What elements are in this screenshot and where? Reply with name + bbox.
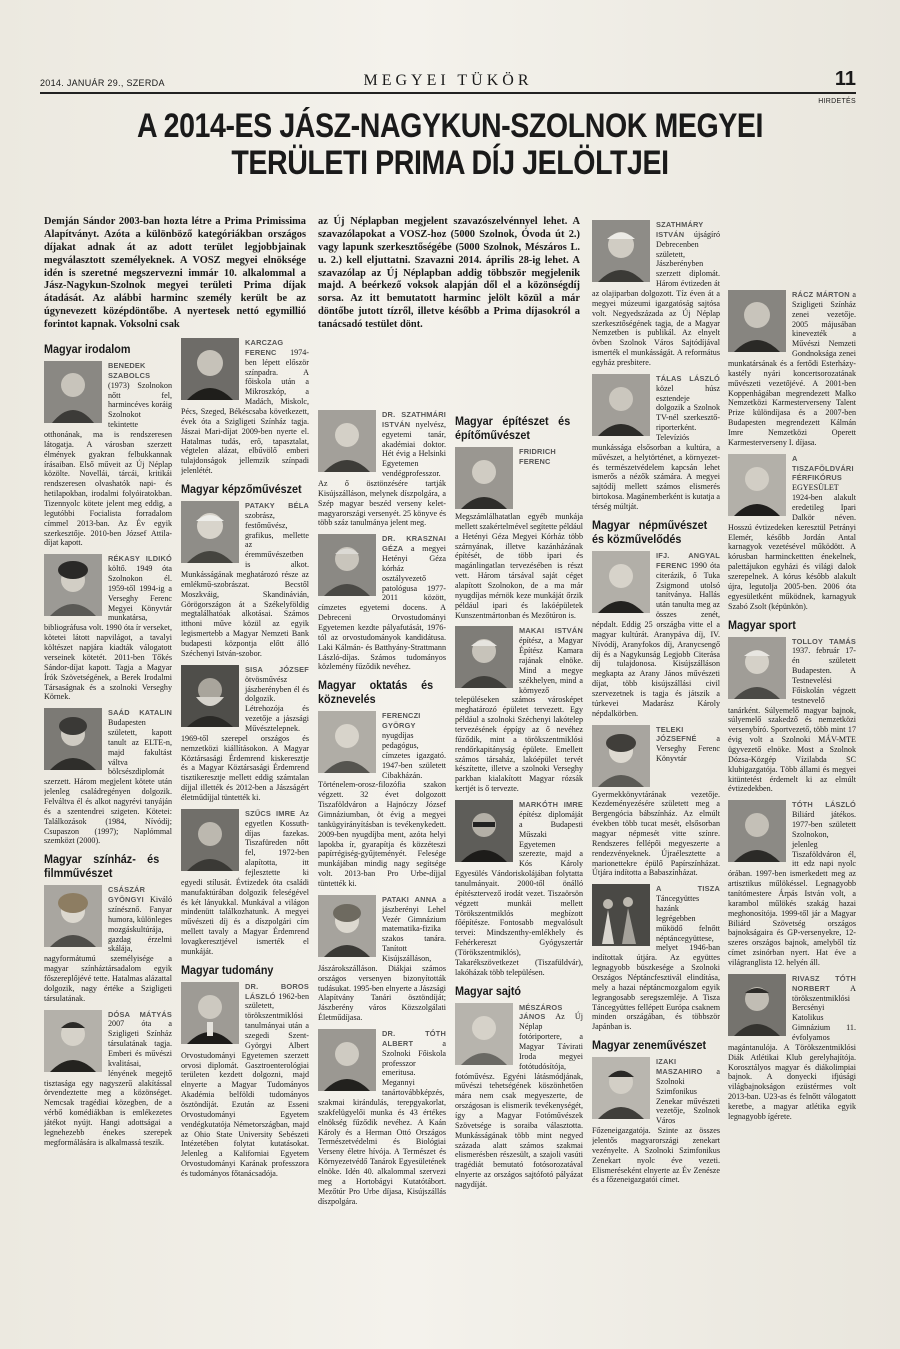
entry-text: nyelvész, egyetemi tanár, akadémiai doktor. Hét évig a Helsinki Egyetemen vendégprofesszor. Az ő ösztönzésére tartják Kisújszálláson, melynek díszpolgára, a Szép magyar beszéd verseny kelet-magyarországi versenyét. 25 könyve és több száz tanulmánya jelent meg. [318, 419, 446, 528]
portrait-photo [728, 290, 786, 352]
entry-szathmary [592, 220, 720, 368]
portrait-photo [318, 410, 376, 472]
entry-name: DR. TÓTH ALBERT [382, 1028, 446, 1048]
column-4 [455, 410, 583, 1293]
portrait-photo [455, 626, 513, 688]
portrait-photo [44, 885, 102, 947]
entry-toth-albert [318, 1029, 446, 1206]
entry-saad [44, 708, 172, 846]
column-2 [181, 338, 309, 1293]
entry-text: 2007 óta a Szigligeti Színház társulatának tagja. Emberi és művészi kvalitásai, lényének megejtő tisztasága egy nagyszerű alakítással örvendeztette meg a közönséget. Nemcsak tragédiai közegben, de a vérbő komédiákban is emlékezetes játékot nyújt. Hangi adottságai a legnehezebb énekes szerepek megformálására is alkalmassá teszik. [44, 1019, 172, 1147]
entry-text: a Verseghy Ferenc Könyvtár Gyermekkönyvtárának vezetője. Kezdeményezésére született meg a Bergengócia bábszínház. Az elmúlt években több tucat mesét, elsősorban magyar népmesét vitte színre. Rendszeres fellépői megyeszerte a rendezvényeknek. Újraélesztette a marionettekre épülő Papírszínházat. Útjára indította a Babaszínházat. [592, 734, 720, 878]
portrait-photo [318, 711, 376, 773]
portrait-photo [181, 338, 239, 400]
entry-krasznai [318, 534, 446, 672]
entry-sisa [181, 665, 309, 803]
section-label: HIRDETÉS [818, 98, 856, 105]
entry-name: SISA JÓZSEF [245, 664, 309, 674]
entry-text: ötvösművész jászberényben él és dolgozik. Létrehozója és vezetője a jászsági Művésztelepnek. 1969-től szerepel országos és nemzetközi kiállításokon. A Magyar Köztársasági Érdemrend kiskeresztje és a Magyar Köztársasági Érdemrend tisztikeresztje mellett eddig számtalan díjjal illették és 2012-ben a Jászságért életműdíjjal tüntették ki. [181, 674, 309, 802]
section-heading-epitesz: Magyar építészet és építőművészet [455, 414, 571, 442]
entry-talas [592, 374, 720, 512]
entry-rivasz [728, 974, 856, 1122]
entry-name: A TISZA [656, 884, 720, 894]
entry-name: PATAKI ANNA [382, 894, 437, 904]
entry-markoth [455, 800, 583, 977]
entry-text: (1973) Szolnokon nőtt fel, harmincéves koráig Szolnokot tekintette otthonának, ma is rendszeresen látogatja. A városban szerzett élmények gyakran felbukkannak írásaiban. Első műveit az Új Néplap közölte. Novellái, tárcái, kritikái rendszeresen olvashatók napi- és hetilapokban, irodalmi folyóiratokban. Tizennyolc kötete jelent meg eddig, a legutóbbi Focialista forradalom címmel 2013-ban. Az Év egyik szerkesztője. 2010-ben József Attila-díjat kapott. [44, 380, 172, 548]
portrait-photo [455, 800, 513, 862]
entry-text: EGYESÜLET 1924-ben alakult eredetileg Ipari Dalkör néven. Hosszú évtizedeken keresztül Petrányi Elemér, később Jordán Antal karnagyok vezetésével működött. A kórusban harminckettten énekelnek, palettájukon egyházi és világi dalok szerepelnek. A kórus később alakult újra, legutolja 2005-ben. 2006 óta egyesületként működnek, karnagyuk Szabó Zsolt (képünkön). [728, 483, 856, 611]
entry-name: RÁCZ MÁRTON [792, 290, 850, 299]
entry-toth-laszlo [728, 800, 856, 968]
entry-text: 1962-ben született, törökszentmiklósi tanulmányai után a szegedi Szent-Györgyi Albert Orvostudományi Egyetemen szerzett orvosi diplomát. Gasztroenterológiai területen kezdett dolgozni, majd elnyerte a Magyar Tudományos Akadémia belföldi tudományos ösztöndíját. Ezután az Esseni Orvostudományi Egyetem vendégkutatója Németországban, majd az Ohio State University Sebészeti Intézetében folytat kutatásokat. Jelenleg a Kaliforniai Egyetem Orvostudományi Karának professzora és tudományos főtanácsadója. [181, 991, 309, 1179]
entry-name: DR. BOROS LÁSZLÓ [245, 981, 309, 1001]
entry-name: SAÁD KATALIN [108, 708, 172, 718]
entry-name: FRIDRICH FERENC [519, 447, 556, 466]
entry-pataki-anna [318, 895, 446, 1023]
entry-pataky [181, 501, 309, 659]
section-heading-zenemuveszet: Magyar zeneművészet [592, 1038, 707, 1053]
portrait-photo [318, 1029, 376, 1091]
portrait-photo [44, 708, 102, 770]
entry-text: nyugdíjas pedagógus, címzetes igazgató. 1947-ben született Cibakházán. Történelem-orosz-filozófia szakon végzett. 32 évet dolgozott Tiszaföldváron a Hajnóczy József Gimnáziumban, öt évig a megyei tankügyirányításban is tevékenykedett. 2009-ben nyugdíjba ment, azóta helyi lapokba ír, gyarapítja és közzéteszi papírrégiség-gyűjteményét. Felesége munkájában mindig nagy segítsége volt. 2013-ban Pro Urbe-díjjal tüntették ki. [318, 731, 446, 888]
entry-text: A törökszentmiklósi Bercsényi Katolikus Gimnázium 11. évfolyamos magántanulója. A Törökszentmiklósi Diák Atlétikai Klub gerelyhajítója. Korosztályos magyar és diákolimpiai bajnok. A donyecki ifjúsági világbajnokságon ezüstérmes volt 2013-ban. U23-as és felnőtt válogatott keretbe, a magyar atlétika egyik legnagyobb ígérete. [728, 983, 856, 1121]
entry-name: BENEDEK SZABOLCS [108, 361, 151, 380]
portrait-photo [181, 665, 239, 727]
entry-szucs [181, 809, 309, 957]
headline-line-2: TERÜLETI PRIMA DÍJ JELÖLTJEI [231, 144, 669, 183]
column-3 [318, 410, 446, 1293]
entry-name: TOLLOY TAMÁS [792, 636, 856, 646]
column-5 [592, 220, 720, 1293]
portrait-photo [728, 454, 786, 516]
entry-text: Az egyetlen Kossuth-díjas fazekas. Tiszafüreden nőtt fel, 1972-ben alapította, itt fejlesztette ki egyedi stílusát. Évtizedek óta családi manufaktúrában dolgozik feleségével és két lányukkal. Munkával a világon mindenütt találkozhatunk. A megyei művészeti díj és a díszpolgári cím mellett tavaly a Magyar Érdemrend lovagkeresztjével ismerték el munkáját. [181, 808, 309, 956]
entry-text: a jászberényi Lehel Vezér Gimnázium matematika-fizika szakos tanára. Tanított Kisújszálláson, Jászárokszálláson. Diákjai számos országos versenyen bizonyították tudásukat. 1995-ben elnyerte a Jászsági Alapítvány Tanári ösztöndíját; Jászberény város Közszolgálati Életműdíjasa. [318, 894, 446, 1023]
entry-name: MÉSZÁROS JÁNOS [519, 1002, 563, 1022]
entry-csaszar [44, 885, 172, 1003]
entry-text: a Szolnoki Szimfonikus Zenekar művészeti vezetője, Szolnok Város Főzeneigazgatója. Szinte az összes jelentős magyarországi zenekart vezényelte. A Szolnoki Szimfonikus Zenekart nyolc éve vezeti. Elismeréseként elnyerte az Év Zenésze és a főzeneigazgatói címet. [592, 1067, 720, 1185]
entry-izaki [592, 1057, 720, 1185]
entry-name: PATAKY BÉLA [245, 501, 309, 511]
entry-tolloy [728, 637, 856, 795]
entry-ferenczi [318, 711, 446, 888]
entry-name: IZAKI MASZAHIRO [656, 1057, 703, 1077]
portrait-photo [455, 447, 513, 509]
portrait-photo [728, 637, 786, 699]
column-1 [44, 338, 172, 1293]
entry-text: Táncegyüttes hazánk legrégebben működő felnőtt néptáncegyüttese, melyet 1946-ban indítottak útjára. Az együttes legnagyobb büszkesége a Szolnoki Országos Néptáncfesztivál elindítása, mely a hazai néptáncmozgalom egyik legrangosabb seregszemléje. A Tisza Táncegyüttes fellépett Európa csaknem minden országában, és többször Japánban is. [592, 894, 720, 1032]
entry-name: KARCZAG FERENC [245, 338, 284, 357]
entry-name: SZATHMÁRY ISTVÁN [656, 220, 704, 239]
entry-text: Biliárd játékos. 1977-ben született Szolnokon, jelenleg Tiszaföldváron él, itt edz napi nyolc órában. 1997-ben ismerkedett meg az artisztikus műlökéssel. Legnagyobb tanítómestere Árpás István volt, a karambol műlökés szakág hazai meghonosítója. 1999-től jár a Magyar Biliárd Szövetség országos bajnokságaira és GP-versenyekre, 12-szeres országos bajnok, amelyből tíz címet zsinórban nyert. Hat éve a világranglista 12. helyén áll. [728, 810, 856, 967]
page-header [40, 68, 856, 105]
entry-text: Budapesten született, kapott tanult az ELTE-n, majd fakultást váltva bölcsészdiplomát szerzett. Három megjelent kötete után jelenleg családregényen dolgozik. Felváltva él és alkot nagyrévi tanyáján és a szentendrei szigeten. Kötetei: Találkozások (1984, Nívódíj; Csupaszon (1997); Naplómmal szemközt (2000). [44, 718, 172, 846]
entry-ferfikorus [728, 454, 856, 612]
entry-tisza-tancegyuttes [592, 884, 720, 1032]
entry-text: a megyei Hetényi Géza kórház osztályvezető patológusa 1977-2011 között, címzetes egyetemi docens. A Debreceni Orvostudományi Egyetemen kezdte pályafutását, 1976-tól az orvostudományok kandidátusa. Laki Kálmán- és Batthyány-Strattmann László-díjas. Számos tudományos közlemény fűződik nevéhez. [318, 544, 446, 672]
portrait-photo [181, 809, 239, 871]
entry-text: költő. 1949 óta Szolnokon él. 1959-től 1994-ig a Verseghy Ferenc Megyei Könyvtár munkatársa, bibliográfusa volt. 1990 óta ír verseket, kötetei látott napvilágot, a tavalyi költészet napjára kiadták válogatott verseinek kötetét. 2011-ben Tőkés Sándor-díjat kapott. Tagja a Magyar Írók Szövetségének, a Berek Irodalmi Társaságnak és a szolnoki Verseghy Körnek. [44, 564, 172, 702]
entry-text: a Szigligeti Színház zenei vezetője. 2005 májusában kinevezték a Művészi Nemzeti Gondnoksága zenei munkatársának és a fertődi Esterházy-kastély nyári koncertsorozatának művészeti vezetőjévé. A 2001-ben Koppenhágában megrendezett Malko Nemzetközi Karmesterverseny Talent Prize különdíjasa és a 2007-ben Budapesten megrendezett Kálmán Imre Nemzetközi Operett Karmesterverseny I. díjasa. [728, 290, 856, 447]
entry-name: MAKAI ISTVÁN [519, 626, 583, 636]
page-number: 11 [834, 68, 856, 90]
entry-karczag [181, 338, 309, 476]
masthead: MEGYEI TÜKÖR [363, 72, 533, 89]
entry-name: DR. SZATHMÁRI ISTVÁN [382, 410, 446, 429]
entry-name: RIVASZ TÓTH NORBERT [792, 973, 856, 993]
entry-racz [728, 290, 856, 448]
section-heading-sajto: Magyar sajtó [455, 983, 522, 998]
headline-line-1: A 2014-ES JÁSZ-NAGYKUN-SZOLNOK MEGYEI [136, 107, 764, 145]
portrait-photo [318, 895, 376, 957]
intro-part-1: Demján Sándor 2003-ban hozta létre a Prima Primissima Alapítványt. Azóta a különböző kategóriákban országos díjakat adnak át az adott terület legjobbjainak megválasztott személyeknek. A VOSZ megyei elnöksége idén is szeretné megszervezni immár 10. alkalommal a Jász-Nagykun-Szolnok megyei területi Prima díjak átadását. Az alábbi harminc személy került be az úgynevezett középdöntőbe. A nyertesek nettó egymillió forintot kapnak. Voksolni csak [44, 216, 306, 331]
entry-angyal [592, 551, 720, 719]
entry-dosa [44, 1010, 172, 1148]
portrait-photo [181, 982, 239, 1044]
entry-text: építész diplomáját a Budapesti Műszaki Egyetemen szerezte, majd a Kós Károly Egyesülés Vándoriskolájában folytatta tanulmányait. 2000-től önálló építésztervező irodát vezet. Tiszaörsön végzett munkái mellett Törökszentmiklós megbízott főépítésze. Fontosabb megvalósult tervei: Mindszenthy-emlékhely és Fehérkereszt Gyógyszertár (Törökszentmiklós), Takarékszövetkezet (Tiszafüldvár), lakóházak több településen. [455, 809, 583, 977]
dance-group-photo [592, 884, 650, 946]
entry-name: RÉKASY ILDIKÓ [108, 554, 172, 564]
entry-name: TELEKI JÓZSEFNÉ [656, 724, 697, 744]
portrait-photo [318, 534, 376, 596]
portrait-photo [44, 1010, 102, 1072]
issue-date: 2014. JANUÁR 29., SZERDA [40, 78, 165, 88]
section-heading-oktatas: Magyar oktatás és köznevelés [318, 678, 434, 707]
entry-fridrich [455, 447, 583, 620]
portrait-photo [455, 1003, 513, 1065]
entry-meszaros [455, 1003, 583, 1190]
section-heading-kepzomuveszet: Magyar képzőművészet [181, 482, 302, 497]
entry-name: TÁLAS LÁSZLÓ [656, 373, 720, 383]
entry-text: Kiváló színésznő. Fanyar humora, különleges mozgáskultúrája, gazdag érzelmi skálája, nagyformátumú személyisége a magyar színháztársadalom egyik főszereplőjévé tette. Hatalmas alázattal dolgozik, nagy értéke a Szigligeti társulatának. [44, 895, 172, 1003]
portrait-photo [44, 361, 102, 423]
column-6 [728, 220, 856, 1293]
section-heading-sport: Magyar sport [728, 617, 796, 632]
entry-text: 1974-ben lépett először színpadra. A főiskola után a Mikroszkóp, a Madách, Miskolc, Pécs, Szeged, Békéscsaba következett, évek óta a Szigligeti Színház tagja. Jászai Mari-díjat 2009-ben nyerte el. Hatalmas tudás, erő, tapasztalat, végtelen alázat, elbűvölő emberi tulajdonságok jellemzik színpadi jelenlétét. [181, 347, 309, 476]
entry-name: SZŰCS IMRE [245, 808, 296, 818]
entry-text: Megszámlálhatatlan egyéb munkája mellett szakértelmével segítette például a Hetényi Géza Megyei Kórház több szárnyának, illetve kazánházának építését, de több ipari és magánlingatlan tervezésében is részt vett. Három társával saját céget alapított Szolnokon, de a ma már nyugdíjas mérnök keze munkáját őrzik például ipari és lakóépületek Kunszentmártonban és Mezőtúron is. [455, 512, 583, 620]
entry-szathmari-phd [318, 410, 446, 528]
entry-telek [592, 725, 720, 879]
portrait-photo [592, 725, 650, 787]
entry-name: A TISZAFÖLDVÁRI FÉRFIKÓRUS [792, 453, 854, 483]
entry-boros [181, 982, 309, 1179]
section-heading-szinhaz: Magyar színház- és filmművészet [44, 852, 160, 881]
entry-rekasy [44, 554, 172, 702]
portrait-photo [181, 501, 239, 563]
entry-name: TÓTH LÁSZLÓ [792, 800, 856, 810]
portrait-photo [728, 800, 786, 862]
entry-text: 1937. február 17-én született Budapesten. A Testnevelési Főiskolán végzett testnevelő tanárként. Súlyemelő magyar bajnok, súlyemelő szakedző és nemzetközi versenybíró. Sportvezető, több mint 17 évig volt a Szolnoki MÁV-MTE ügyvezető elnöke. Most a Szolnok Dózsa-Közgép Vízilabda SC klubigazgatója. Több állami és megyei kitüntetést érdemelt ki az elmúlt évtizedekben. [728, 646, 856, 794]
entry-name: DÓSA MÁTYÁS [108, 1009, 172, 1019]
entry-name: MARKÓTH IMRE [519, 800, 583, 810]
headline [122, 108, 777, 183]
entry-name: DR. KRASZNAI GÉZA [382, 534, 446, 554]
section-heading-tudomany: Magyar tudomány [181, 962, 274, 977]
entry-text: szobrász, festőművész, grafikus, mellette az éremművészetben is alkot. Munkásságának meghatározó része az emlékmű-szobrászat. Becstől Moszkváig, Skandinávián, Görögországon át a Székelyföldig megtalálhatóak alkotásai. Számos itthoni műve közül az egyik legismertebb a Magyar Nemzeti Bank budapesti központja előtt álló Széchenyi István-szobor. [181, 510, 309, 658]
section-heading-irodalom: Magyar irodalom [44, 342, 131, 356]
portrait-photo [728, 974, 786, 1036]
portrait-photo [44, 554, 102, 616]
portrait-photo [592, 374, 650, 436]
intro-part-2: az Új Néplapban megjelent szavazószelvénnyel lehet. A szavazólapokat a VOSZ-hoz (5000 Szolnok, Óvoda út 2.) vagy lapunk szerkesztőségébe (5000 Szolnok, Mészáros L. u. 2.) kell eljuttatni. Szavazni 2014. április 28-ig lehet. A szavazólap az Új Néplapban addig többször megjelenik majd. A beérkező voksok alapján dől el a közönségdíj sorsa. Az itt bemutatott harminc jelölt közül a már döntőbe jutott tízről, illetve később a Prima díjasokról a tanácsadó testület dönt. [318, 216, 580, 331]
portrait-photo [592, 1057, 650, 1119]
entry-text: 1990 óta citerázik, ő Tuka Zsigmond utolsó tanítványa. Hallás után tanulta meg az összes zenét, népdalt. Eddig 25 országba vitte el a magyar kultúrát. Aranypáva díj, IV. Nívódíj, Aranyfokos díj, Aranycsengő díj és a Nagykunság Legjobb Citerása díj tulajdonosa. Kisújszálláson megkapta az Arany János művészeti díjat, több kisújszállási civil szervezetnek is tagja és játszik a túrkevei Madarász Károly népdalkörben. [592, 560, 720, 718]
entry-benedek [44, 361, 172, 548]
entry-text: a Szolnoki Főiskola professzor emeritusa. Megannyi tanártovábbképzés, szakmai kirándulás, terepgyakorlat, szakfelügyelői munka és 43 értékes elnökség fűződik nevéhez. A Kaán Károly és a Herman Ottó Országos Természetvédelmi és Biológiai Verseny életre hívója. A Természet és Környezetvédő Tanárok Egyesületének elnöke. Idén 40. alkalommal szervezi meg a Hortobágyi Kutatótábort. Mezőtúr Pro Urbe díjasa, Kisújszállás díszpolgára. [318, 1038, 446, 1206]
entry-name: FERENCZI GYÖRGY [382, 711, 421, 731]
portrait-photo [592, 220, 650, 282]
entry-text: újságíró Debrecenben született, Jászberényben szerzett diplomát. Három évtizeden át az olajiparban dolgozott. Tíz éven át a megyei múzeumi igazgatóság sajtósa volt. Negyedszázada az Új Néplap szerkesztőségének tagja, de a Magyar Nemzetben is publikál. Az elnyelt övben Szolnok Város Sajtódíjával ismerték el munkásságát. A református egyház presbitere. [592, 229, 720, 368]
portrait-photo [592, 551, 650, 613]
entry-makai [455, 626, 583, 794]
entry-name: IFJ. ANGYAL FERENC [656, 550, 720, 570]
entry-text: építész, a Magyar Építész Kamara rajának elnöke. Mind a megye székhelyen, mind a környező településeken számos városképet meghatározó épületet tervezett. Egy például a szolnoki Széchenyi lakótelep tervezésének éppígy az ő nevéhez fűződik, mint a törökszentmiklósi rendőrkapitányság épülete. Emellett számos társaház, lakóépület tervét készítette, illetve a szolnoki Verseghy parkban kialakított Magyar rózsák kertjét is ő tervezte. [455, 636, 583, 794]
entry-name: CSÁSZÁR GYÖNGYI [108, 885, 146, 905]
section-heading-nepmuveszet: Magyar népművészet és közművelődés [592, 517, 708, 546]
entry-text: közel húsz esztendeje dolgozik a Szolnok TV-nél szerkesztő-riporterként. Televíziós munkássága elsősorban a kultúra, a művészet, a helytörténet, a környezet- és természetvédelem kapcsán lehet ismerős a nézők számára. A megyei sajtódíj mellett számos elismerés birtokosa. Magánemberként is kutatja a térség múltját. [592, 383, 720, 512]
entry-text: Az Új Néplap fotóriportere, a Magyar Távirati Iroda megyei fotótudósítója, fotóművész. Egyéni látásmódjának, művészi tehetségének köszönhetően mára nem csak megyeszerte, de országosan is elismerik tevékenységét, így a Magyar Fotóművészek Szövetsége is soraiba választotta. Munkásságának több mint negyed százada alatt számos szakmai elismerésben részesült, a szajoli vasúti tragédiát bemutató fotósorozatával elnyerte az országos sajtófotó pályázat nagydíját. [455, 1012, 583, 1189]
